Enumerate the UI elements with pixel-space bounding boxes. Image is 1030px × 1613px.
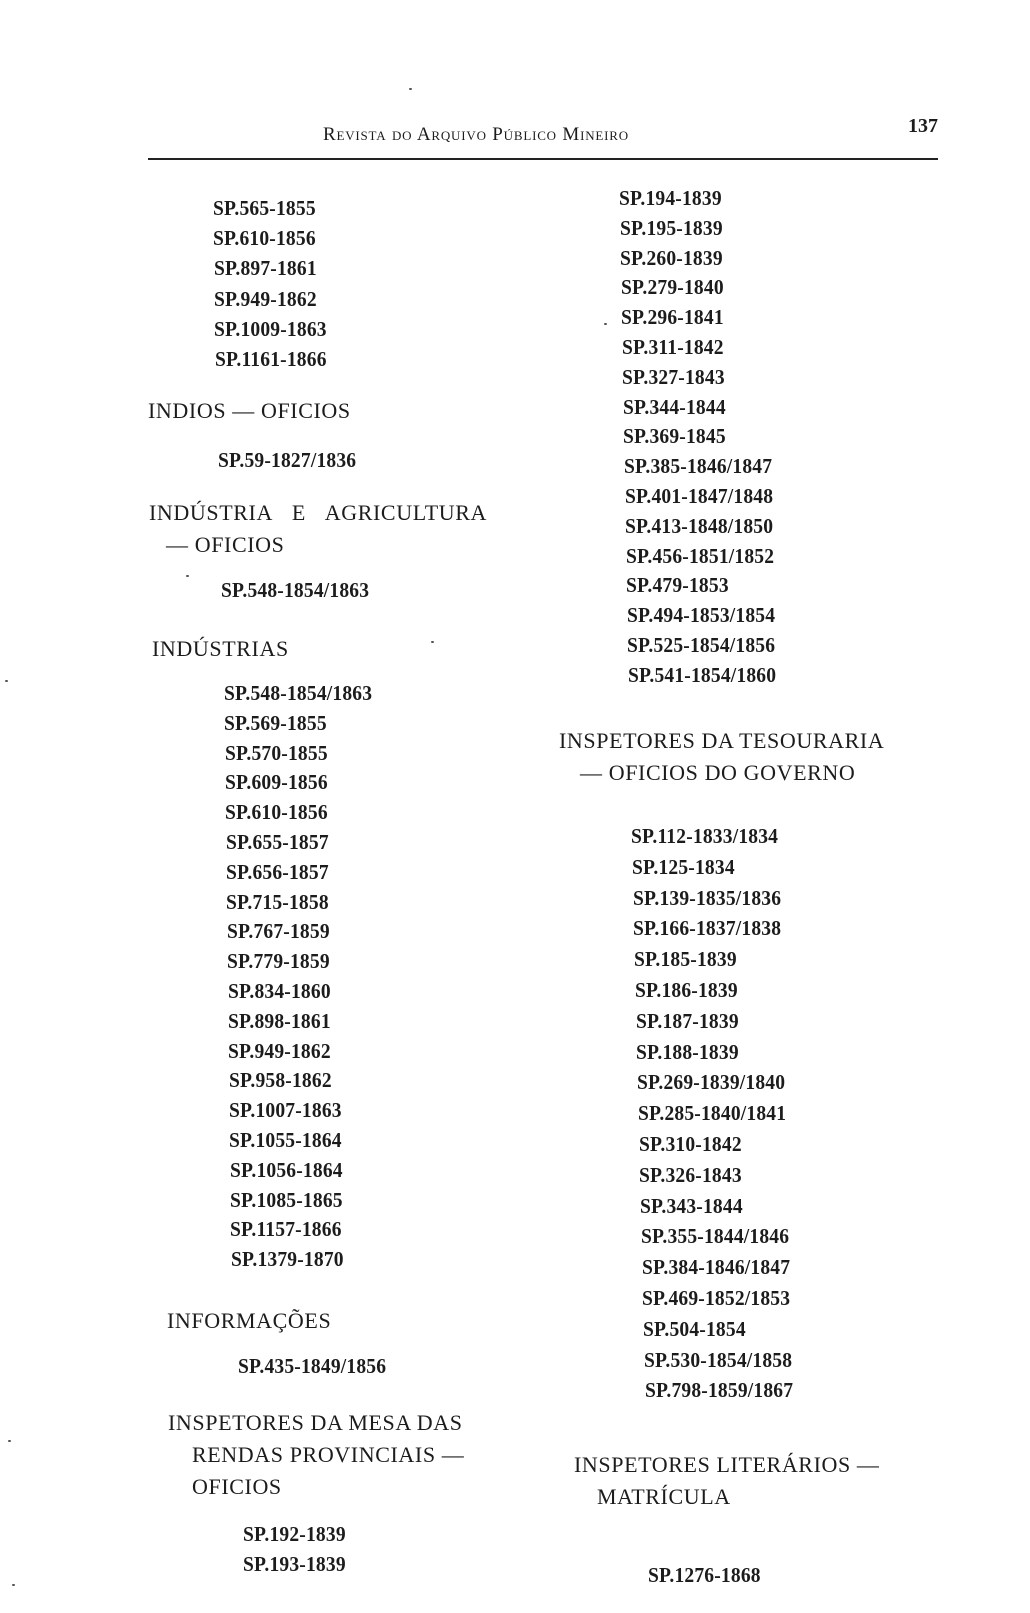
reference-entry: SP.195-1839	[619, 215, 723, 240]
section-heading: INDÚSTRIAS	[152, 636, 289, 661]
reference-entry: SP.1055-1864	[229, 1128, 342, 1152]
scan-speck	[409, 88, 412, 90]
reference-entry: SP.456-1851/1852	[625, 543, 774, 568]
reference-entry: SP.479-1853	[626, 573, 729, 598]
journal-title: Revista do Arquivo Público Mineiro	[323, 124, 629, 145]
reference-entry: SP.1276-1868	[648, 1563, 761, 1587]
reference-entry: SP.949-1862	[213, 286, 317, 311]
scan-speck	[186, 575, 189, 577]
reference-entry: SP.798-1859/1867	[644, 1378, 793, 1403]
reference-entry: SP.344-1844	[622, 394, 726, 419]
reference-entry: SP.530-1854/1858	[643, 1347, 792, 1372]
section-heading-continuation: — OFICIOS	[166, 532, 285, 557]
reference-entry: SP.435-1849/1856	[238, 1354, 387, 1378]
reference-entry: SP.958-1862	[228, 1068, 332, 1093]
reference-entry: SP.125-1834	[631, 854, 735, 879]
reference-entry: SP.1379-1870	[230, 1247, 344, 1272]
reference-entry: SP.715-1858	[226, 889, 330, 914]
section-heading: INSPETORES DA MESA DAS	[168, 1410, 463, 1435]
reference-entry: SP.525-1854/1856	[627, 633, 776, 657]
reference-entry: SP.610-1856	[225, 800, 329, 825]
reference-entry: SP.192-1839	[243, 1522, 346, 1546]
reference-entry: SP.779-1859	[227, 949, 330, 974]
reference-entry: SP.1161-1866	[214, 347, 327, 371]
reference-entry: SP.610-1856	[213, 226, 317, 251]
reference-entry: SP.949-1862	[228, 1038, 331, 1063]
reference-entry: SP.369-1845	[623, 424, 727, 449]
section-heading: INDIOS — OFICIOS	[148, 398, 351, 423]
reference-entry: SP.656-1857	[226, 859, 329, 884]
reference-entry: SP.548-1854/1863	[224, 681, 373, 705]
reference-entry: SP.1056-1864	[229, 1157, 343, 1182]
section-heading: INSPETORES DA TESOURARIA	[559, 728, 885, 753]
section-heading-continuation: RENDAS PROVINCIAIS —	[192, 1442, 465, 1467]
reference-entry: SP.401-1847/1848	[624, 484, 773, 508]
reference-entry: SP.767-1859	[226, 919, 330, 944]
section-heading-continuation: MATRÍCULA	[597, 1484, 731, 1509]
reference-entry: SP.194-1839	[619, 186, 722, 210]
reference-entry: SP.326-1843	[639, 1162, 743, 1187]
scan-speck	[431, 641, 434, 643]
reference-entry: SP.285-1840/1841	[637, 1101, 786, 1126]
reference-entry: SP.260-1839	[620, 245, 723, 270]
section-heading-continuation: OFICIOS	[192, 1474, 282, 1499]
reference-entry: SP.384-1846/1847	[641, 1255, 790, 1280]
scan-speck	[12, 1584, 15, 1586]
scan-speck	[604, 323, 607, 325]
reference-entry: SP.1085-1865	[229, 1187, 343, 1212]
reference-entry: SP.310-1842	[638, 1132, 742, 1156]
reference-entry: SP.188-1839	[636, 1039, 740, 1064]
reference-entry: SP.269-1839/1840	[637, 1070, 786, 1095]
reference-entry: SP.565-1855	[213, 196, 316, 220]
reference-entry: SP.548-1854/1863	[221, 578, 370, 602]
reference-entry: SP.1007-1863	[228, 1098, 342, 1123]
reference-entry: SP.609-1856	[225, 770, 328, 795]
page-number: 137	[908, 115, 938, 137]
header-rule	[148, 158, 938, 160]
reference-entry: SP.1009-1863	[214, 316, 327, 341]
reference-entry: SP.413-1848/1850	[625, 513, 774, 538]
section-heading-continuation: — OFICIOS DO GOVERNO	[580, 760, 856, 785]
reference-entry: SP.569-1855	[224, 710, 328, 735]
reference-entry: SP.655-1857	[225, 830, 329, 854]
reference-entry: SP.570-1855	[224, 740, 328, 765]
reference-entry: SP.187-1839	[635, 1008, 739, 1033]
reference-entry: SP.166-1837/1838	[633, 916, 782, 941]
section-heading: INFORMAÇÕES	[167, 1308, 332, 1333]
section-heading: INSPETORES LITERÁRIOS —	[574, 1452, 880, 1477]
reference-entry: SP.355-1844/1846	[640, 1224, 789, 1249]
reference-entry: SP.296-1841	[621, 305, 724, 330]
reference-entry: SP.112-1833/1834	[631, 824, 779, 848]
reference-entry: SP.311-1842	[621, 335, 724, 359]
scan-speck	[5, 680, 8, 682]
reference-entry: SP.385-1846/1847	[623, 454, 773, 479]
reference-entry: SP.541-1854/1860	[627, 662, 777, 687]
reference-entry: SP.494-1853/1854	[626, 603, 775, 628]
section-heading: INDÚSTRIA E AGRICULTURA	[149, 500, 488, 525]
reference-entry: SP.898-1861	[227, 1008, 331, 1033]
reference-entry: SP.469-1852/1853	[642, 1286, 791, 1310]
reference-entry: SP.327-1843	[622, 364, 726, 389]
reference-entry: SP.279-1840	[620, 275, 724, 300]
reference-entry: SP.139-1835/1836	[632, 885, 781, 910]
reference-entry: SP.504-1854	[643, 1316, 746, 1341]
reference-entry: SP.186-1839	[634, 978, 738, 1002]
reference-entry: SP.193-1839	[243, 1552, 346, 1576]
reference-entry: SP.185-1839	[634, 947, 737, 972]
reference-entry: SP.897-1861	[213, 256, 317, 281]
reference-entry: SP.1157-1866	[230, 1217, 342, 1242]
running-header	[148, 112, 938, 162]
reference-entry: SP.343-1844	[640, 1193, 743, 1218]
reference-entry: SP.834-1860	[227, 979, 331, 1003]
reference-entry: SP.59-1827/1836	[218, 448, 357, 472]
scan-speck	[8, 1440, 11, 1442]
